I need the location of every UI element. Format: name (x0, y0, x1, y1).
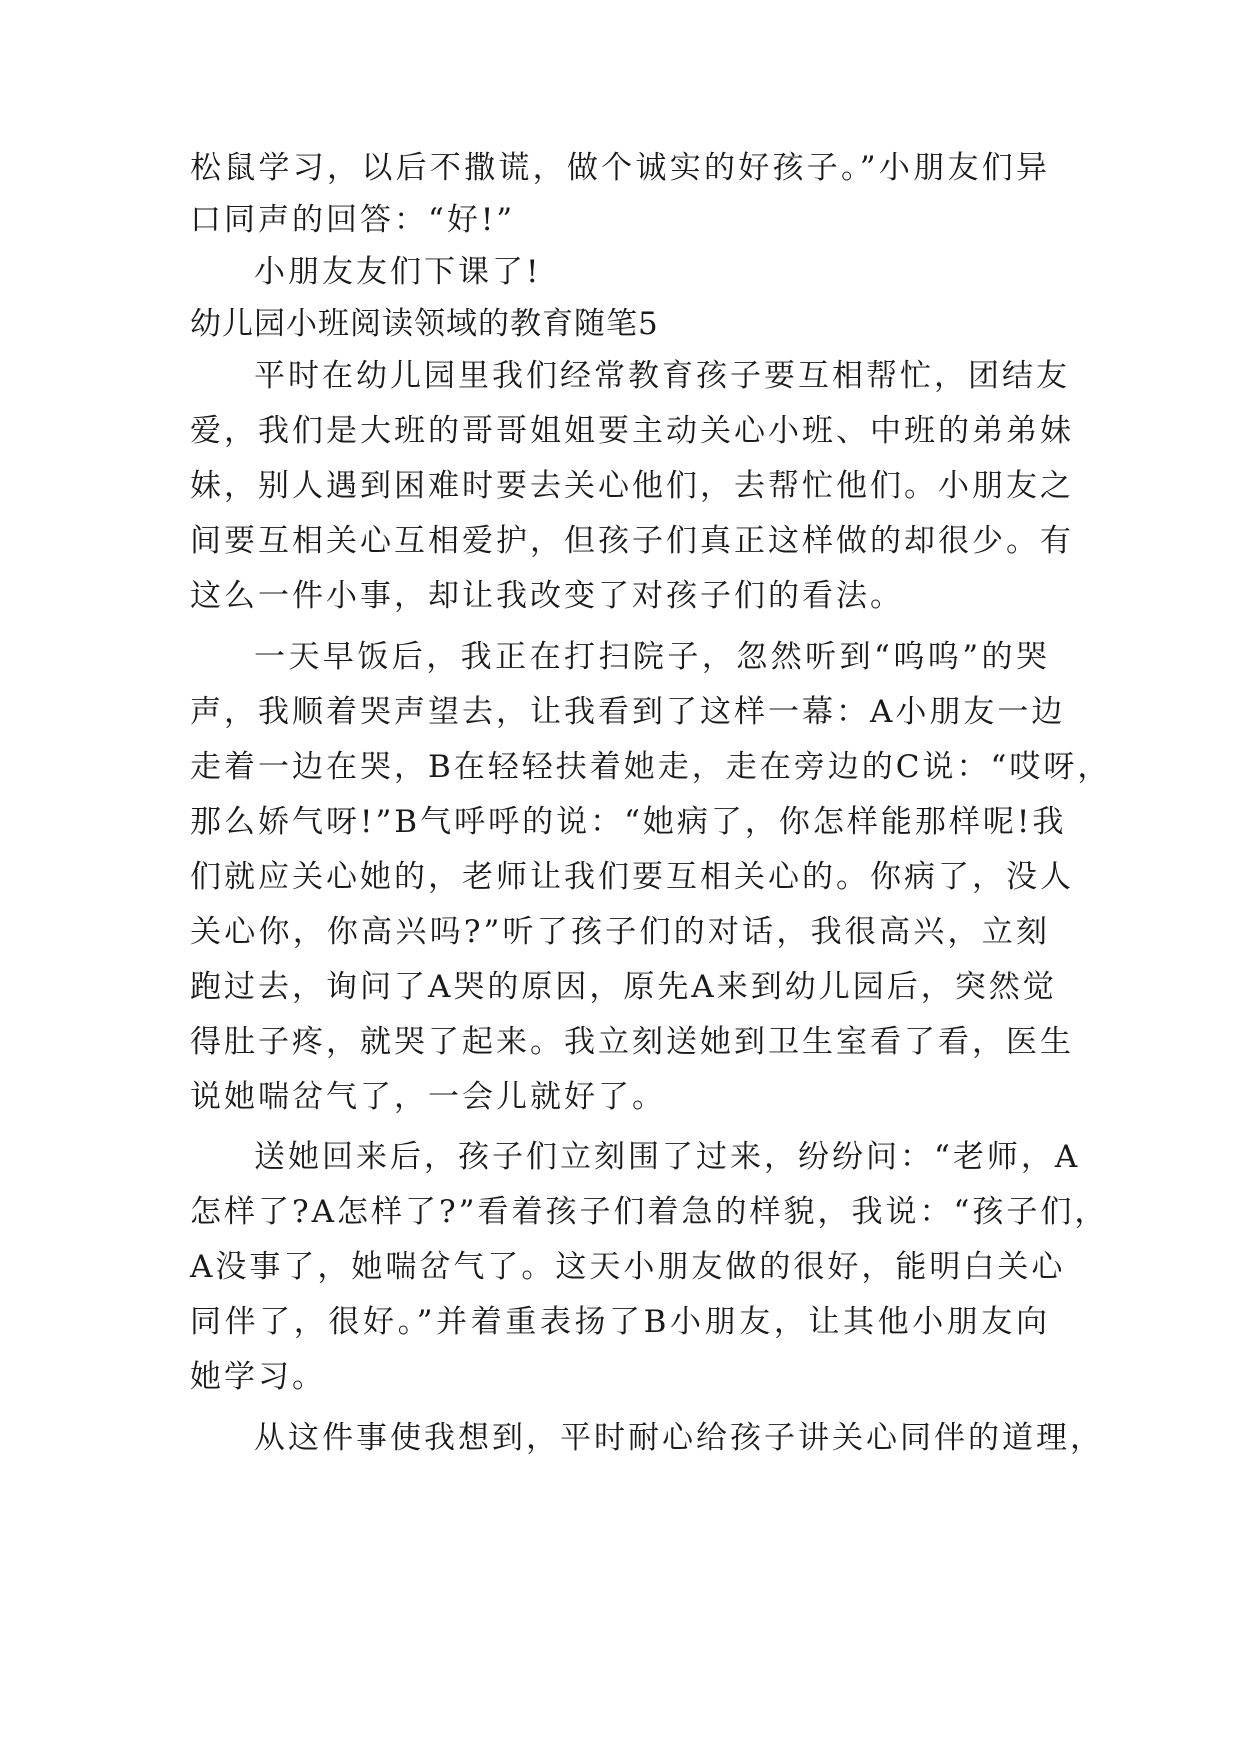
text-line: 她学习。 (190, 1359, 326, 1395)
text-line: 爱，我们是大班的哥哥姐姐要主动关心小班、中班的弟弟妹 (190, 413, 1074, 449)
text-line: 怎样了?A怎样了?”看着孩子们着急的样貌，我说：“孩子们， (190, 1194, 1109, 1230)
text-line: 口同声的回答：“好!” (190, 202, 516, 238)
text-line: 这么一件小事，却让我改变了对孩子们的看法。 (190, 578, 904, 614)
text-line: 同伴了，很好。”并着重表扬了B小朋友，让其他小朋友向 (190, 1304, 1050, 1340)
text-line: 跑过去，询问了A哭的原因，原先A来到幼儿园后，突然觉 (190, 969, 1057, 1005)
text-line: 间要互相关心互相爱护，但孩子们真正这样做的却很少。有 (190, 523, 1074, 559)
text-line: 松鼠学习，以后不撒谎，做个诚实的好孩子。”小朋友们异 (190, 150, 1050, 186)
section-heading: 幼儿园小班阅读领域的教育随笔5 (190, 306, 659, 342)
text-line: 小朋友友们下课了! (254, 254, 542, 290)
text-line: 那么娇气呀!”B气呼呼的说：“她病了，你怎样能那样呢!我 (190, 804, 1067, 840)
text-line: 走着一边在哭，B在轻轻扶着她走，走在旁边的C说：“哎呀， (190, 749, 1112, 785)
text-line: 声，我顺着哭声望去，让我看到了这样一幕：A小朋友一边 (190, 694, 1066, 730)
text-line: 平时在幼儿园里我们经常教育孩子要互相帮忙，团结友 (254, 358, 1070, 394)
text-line: 送她回来后，孩子们立刻围了过来，纷纷问：“老师，A (254, 1139, 1081, 1175)
text-line: A没事了，她喘岔气了。这天小朋友做的很好，能明白关心 (190, 1249, 1066, 1285)
text-line: 说她喘岔气了，一会儿就好了。 (190, 1079, 666, 1115)
text-line: 从这件事使我想到，平时耐心给孩子讲关心同伴的道理， (254, 1420, 1104, 1456)
text-line: 们就应关心她的，老师让我们要互相关心的。你病了，没人 (190, 859, 1074, 895)
text-line: 一天早饭后，我正在打扫院子，忽然听到“呜呜”的哭 (254, 639, 1050, 675)
text-line: 关心你，你高兴吗?”听了孩子们的对话，我很高兴，立刻 (190, 914, 1050, 950)
text-line: 妹，别人遇到困难时要去关心他们，去帮忙他们。小朋友之 (190, 468, 1074, 504)
text-line: 得肚子疼，就哭了起来。我立刻送她到卫生室看了看，医生 (190, 1024, 1074, 1060)
